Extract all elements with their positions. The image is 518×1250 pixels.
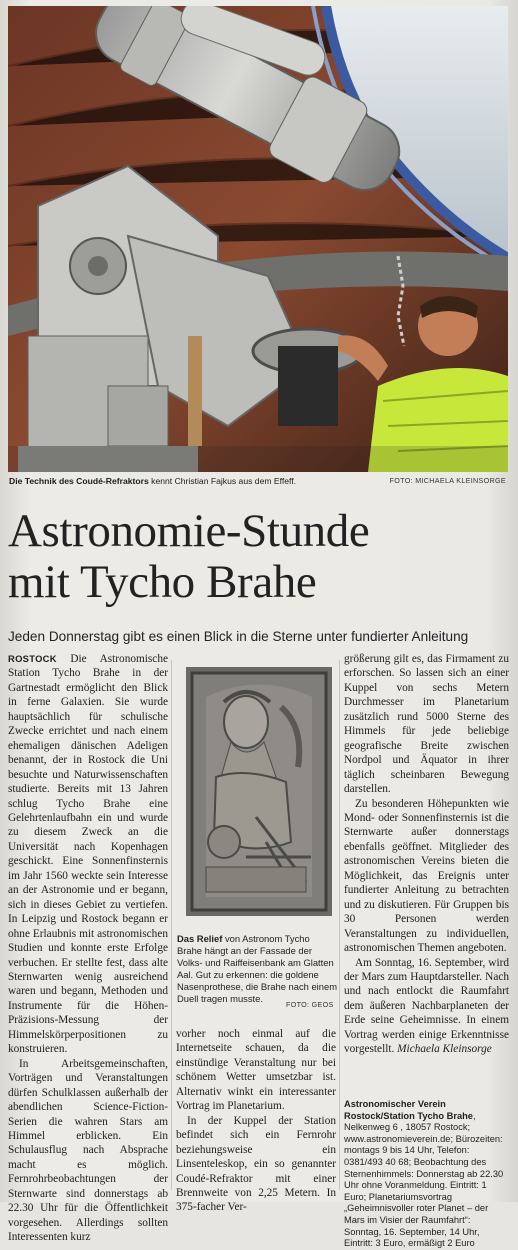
article-column-2	[176, 1027, 336, 1215]
info-box-title: Astronomischer Verein Rostock/Station Tycho Brahe	[344, 1099, 473, 1121]
author-signature: Michaela Kleinsorge	[397, 1043, 492, 1056]
photo-credit: FOTO: MICHAELA KLEINSORGE	[389, 476, 506, 485]
tycho-brahe-relief-photo	[186, 667, 332, 916]
article-column-1	[8, 652, 168, 1245]
relief-photo-credit: FOTO: GEOS	[286, 1000, 334, 1009]
article-paragraph: vorher noch einmal auf die Internetseite schauen, da die einstündige Veranstaltung nur bei schönem Wetter umsetzbar ist. Alternativ winkt ein interessanter Vortrag im Planetarium.	[176, 1028, 336, 1113]
article-column-3	[344, 652, 509, 1057]
headline-line-2: mit Tycho Brahe	[8, 556, 317, 608]
photo-caption-rest: kennt Christian Fajkus aus dem Effeff.	[148, 476, 297, 486]
paragraph-text: Am Sonntag, 16. September, wird der Mars zum Hauptdarsteller. Nach und nach entlockt die Raumfahrt dem äußeren Nachbarplaneten der Erde seine Geheimnisse. In einem Vortrag werden einige Erkenntnisse vorgestellt.	[344, 956, 509, 1056]
article-paragraph	[344, 956, 509, 1057]
column-divider	[171, 660, 172, 1190]
column-divider	[339, 660, 340, 1190]
article-paragraph: größerung gilt es, das Firmament zu erforschen. So lassen sich an einer Kuppel von sechs Metern Durchmesser im Planetarium zusätzlich rund 5000 Sterne des Himmels für jede beliebige geografische Breite zwischen Nordpol und Äquator in ihrer täglich scheinbaren Bewegung darstellen.	[344, 653, 509, 796]
photo-caption-bold: Die Technik des Coudé-Refraktors	[9, 476, 149, 486]
photo-caption-text	[9, 474, 296, 488]
dateline: ROSTOCK	[8, 653, 57, 664]
telescope-photo	[8, 6, 508, 472]
photo-caption	[8, 474, 508, 488]
article-paragraph	[8, 652, 168, 1057]
paragraph-text: Die Astronomische Station Tycho Brahe in der Gartnestadt ermöglicht den Blick in ferne Galaxien. Sie wurde hauptsächlich für schulische Zwecke errichtet und nach einem ehemaligen dänischen Adeligen benannt, der in Rostock die Uni besuchte und Naturwissenschaften studierte. Bereits mit 13 Jahren schlug Tycho Brahe eine Gelehrtenlaufbahn ein und wurde zu diesem Zweck an die Universität nach Kopenhagen geschickt. Eine Sonnenfinsternis im Jahr 1560 weckte sein Interesse an der Astronomie und er begann, sich in dieses Gebiet zu vertiefen. In Leipzig und Rostock begann er ohne Erlaubnis mit astronomischen Studien und konnte erste Erfolge verbuchen. Er stellte fest, dass alte Sternwarten wenig ausreichend waren und begann, Methoden und Instrumente für die Höhen-Präzisions-Messung der Himmelskörperpositionen zu konstruieren.	[8, 653, 168, 1056]
article-paragraph: In der Kuppel der Station befindet sich ein Fernrohr beziehungsweise ein Linsenteleskop, ein so genannter Coudé-Refraktor mit einer Brennweite von 2,25 Metern. In 375-facher Ver-	[176, 1114, 336, 1214]
relief-caption-rest: von Astronom Tycho Brahe hängt an der Fassade der Volks- und Raiffeisenbank am Glatten Aal. Gut zu erkennen: die goldene Nasenprothese, die Brahe nach einem Duell tragen musste.	[177, 933, 337, 1004]
headline	[8, 506, 508, 608]
relief-caption	[177, 933, 337, 1004]
subheadline: Jeden Donnerstag gibt es einen Blick in die Sterne unter fundierter Anleitung	[8, 629, 469, 644]
relief-caption-bold: Das Relief	[177, 933, 223, 944]
article-paragraph: In Arbeitsgemeinschaften, Vorträgen und Veranstaltungen dürfen Schulklassen außerhalb der abendlichen Science-Fiction-Serien die wahren Stars am Himmel erblicken. Ein Schulausflug nach Absprache macht es möglich. Fernrohrbeobachtungen der Sternwarte sind donnerstags ab 22.30 Uhr für die Öffentlichkeit vorgesehen. Allerdings sollten Interessenten kurz	[8, 1057, 168, 1244]
article-paragraph: Zu besonderen Höhepunkten wie Mond- oder Sonnenfinsternis ist die Sternwarte außer donnerstags ebenfalls geöffnet. Mitglieder des astronomischen Vereins bieten die Möglichkeit, das Ereignis unter fundierter Anleitung zu betrachten und zu diskutieren. Für Gruppen bis 30 Personen werden Veranstaltungen zu individuellen, astronomischen Themen angeboten.	[344, 797, 509, 955]
info-box	[344, 1099, 510, 1250]
headline-line-1: Astronomie-Stunde	[8, 505, 370, 557]
info-box-text: , Nelkenweg 6 , 18057 Rostock; www.astronomieverein.de; Bürozeiten: montags 9 bis 14 Uhr, Telefon: 0381/493 40 68; Beobachtung des Sternenhimmels: Donnerstag ab 22.30 Uhr ohne Voranmeldung. Eintritt: 1 Euro; Planetariumsvortrag „Geheimnisvoller roter Planet – der Mars im Visier der Raumfahrt“: Sonntag, 16. September, 14 Uhr, Eintritt: 3 Euro, ermäßigt 2 Euro	[344, 1110, 504, 1249]
